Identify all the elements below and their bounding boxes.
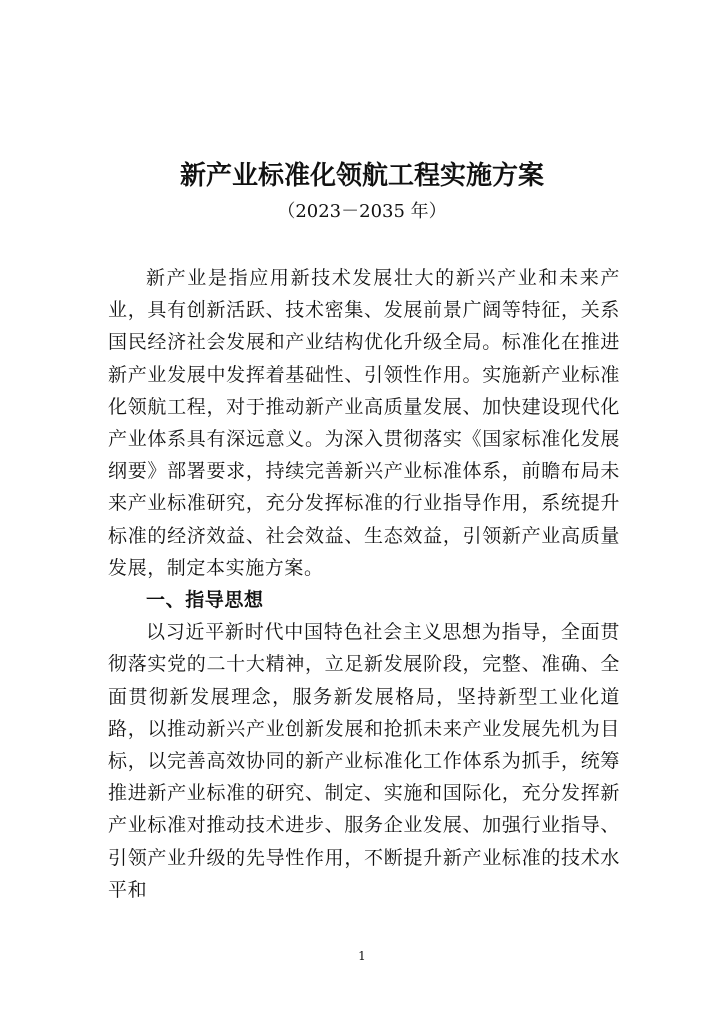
paragraph-intro: 新产业是指应用新技术发展壮大的新兴产业和未来产业，具有创新活跃、技术密集、发展前景广阔等特征，关系国民经济社会发展和产业结构优化升级全局。标准化在推进新产业发展中发挥着基础性、引领性作用。实施新产业标准化领航工程，对于推动新产业高质量发展、加快建设现代化产业体系具有深远意义。为深入贯彻落实《国家标准化发展纲要》部署要求，持续完善新兴产业标准体系，前瞻布局未来产业标准研究，充分发挥标准的行业指导作用，系统提升标准的经济效益、社会效益、生态效益，引领新产业高质量发展，制定本实施方案。 xyxy=(108,267,620,579)
paragraph-guiding-ideology: 以习近平新时代中国特色社会主义思想为指导，全面贯彻落实党的二十大精神，立足新发展阶段，完整、准确、全面贯彻新发展理念，服务新发展格局，坚持新型工业化道路，以推动新兴产业创新发展和抢抓未来产业发展先机为目标，以完善高效协同的新产业标准化工作体系为抓手，统筹推进新产业标准的研究、制定、实施和国际化，充分发挥新产业标准对推动技术进步、服务企业发展、加强行业指导、引领产业升级的先导性作用，不断提升新产业标准的技术水平和 xyxy=(108,621,620,901)
document-title: 新产业标准化领航工程实施方案 xyxy=(179,161,544,191)
document-body xyxy=(108,262,620,906)
page-number: 1 xyxy=(358,949,366,963)
section-heading-guiding-ideology: 一、指导思想 xyxy=(146,589,264,612)
document-subtitle: （2023－2035 年） xyxy=(277,201,447,222)
